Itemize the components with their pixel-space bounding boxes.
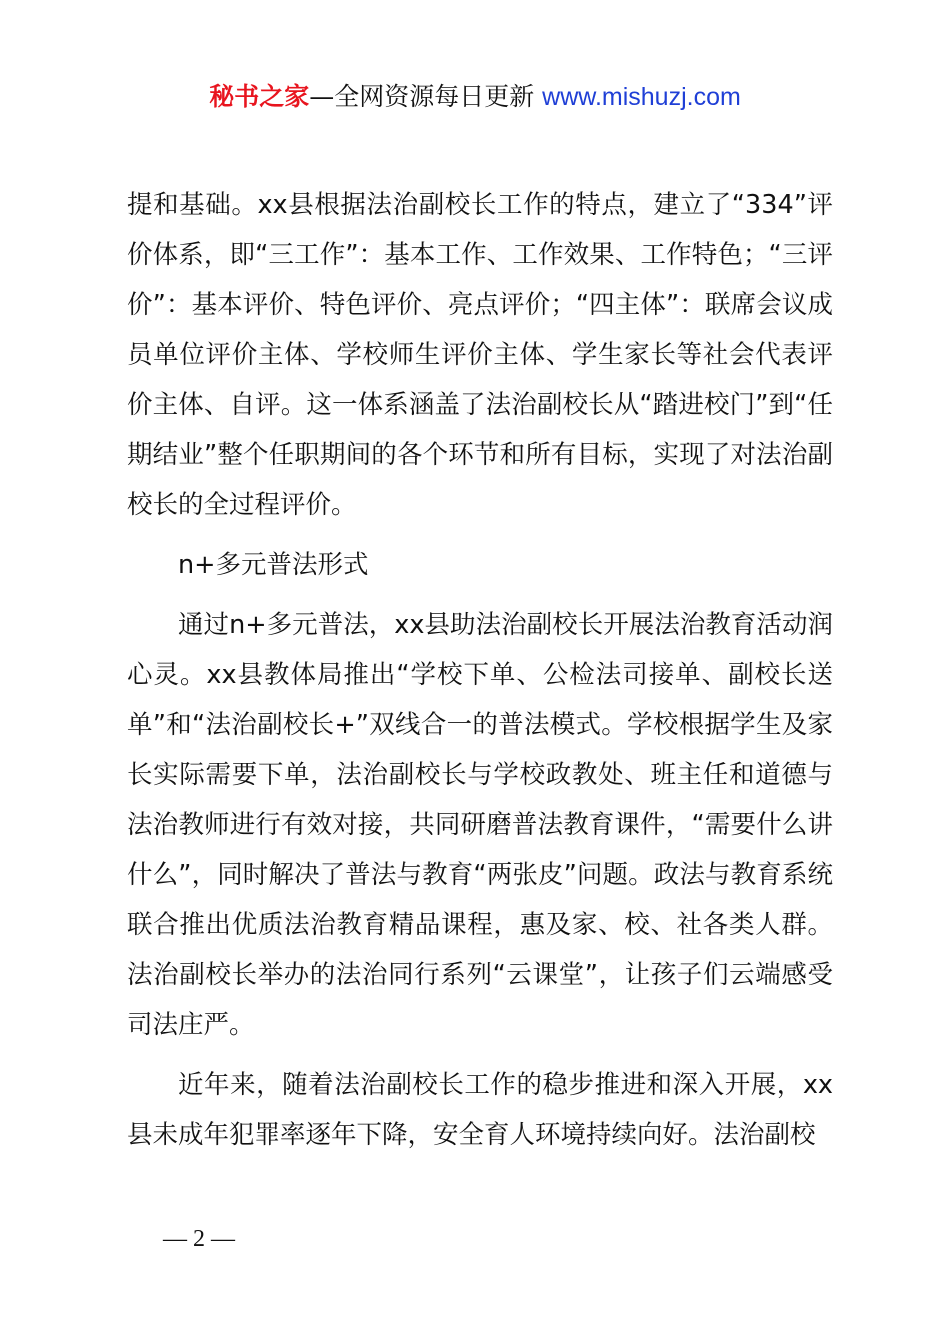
header-url-link[interactable]: www.mishuzj.com [542, 83, 741, 111]
site-header [0, 80, 950, 114]
header-brand: 秘书之家 [209, 82, 310, 111]
page-number: — 2 — [163, 1226, 235, 1252]
paragraph-recent-results: 近年来，随着法治副校长工作的稳步推进和深入开展，xx县未成年犯罪率逐年下降，安全育人环境持续向好。法治副校 [127, 1070, 833, 1150]
section-heading-pufa-forms: n+多元普法形式 [178, 550, 369, 580]
document-body [127, 180, 833, 1160]
header-tagline: —全网资源每日更新 [309, 82, 543, 111]
paragraph-evaluation-system: 提和基础。xx县根据法治副校长工作的特点，建立了“334”评价体系，即“三工作”：基本工作、工作效果、工作特色；“三评价”：基本评价、特色评价、亮点评价；“四主体”：联席会议成员单位评价主体、学校师生评价主体、学生家长等社会代表评价主体、自评。这一体系涵盖了法治副校长从“踏进校门”到“任期结业”整个任职期间的各个环节和所有目标，实现了对法治副校长的全过程评价。 [127, 190, 833, 520]
paragraph-pufa-activities: 通过n+多元普法，xx县助法治副校长开展法治教育活动润心灵。xx县教体局推出“学校下单、公检法司接单、副校长送单”和“法治副校长+”双线合一的普法模式。学校根据学生及家长实际需要下单，法治副校长与学校政教处、班主任和道德与法治教师进行有效对接，共同研磨普法教育课件，“需要什么讲什么”，同时解决了普法与教育“两张皮”问题。政法与教育系统联合推出优质法治教育精品课程，惠及家、校、社各类人群。法治副校长举办的法治同行系列“云课堂”，让孩子们云端感受司法庄严。 [127, 610, 833, 1040]
